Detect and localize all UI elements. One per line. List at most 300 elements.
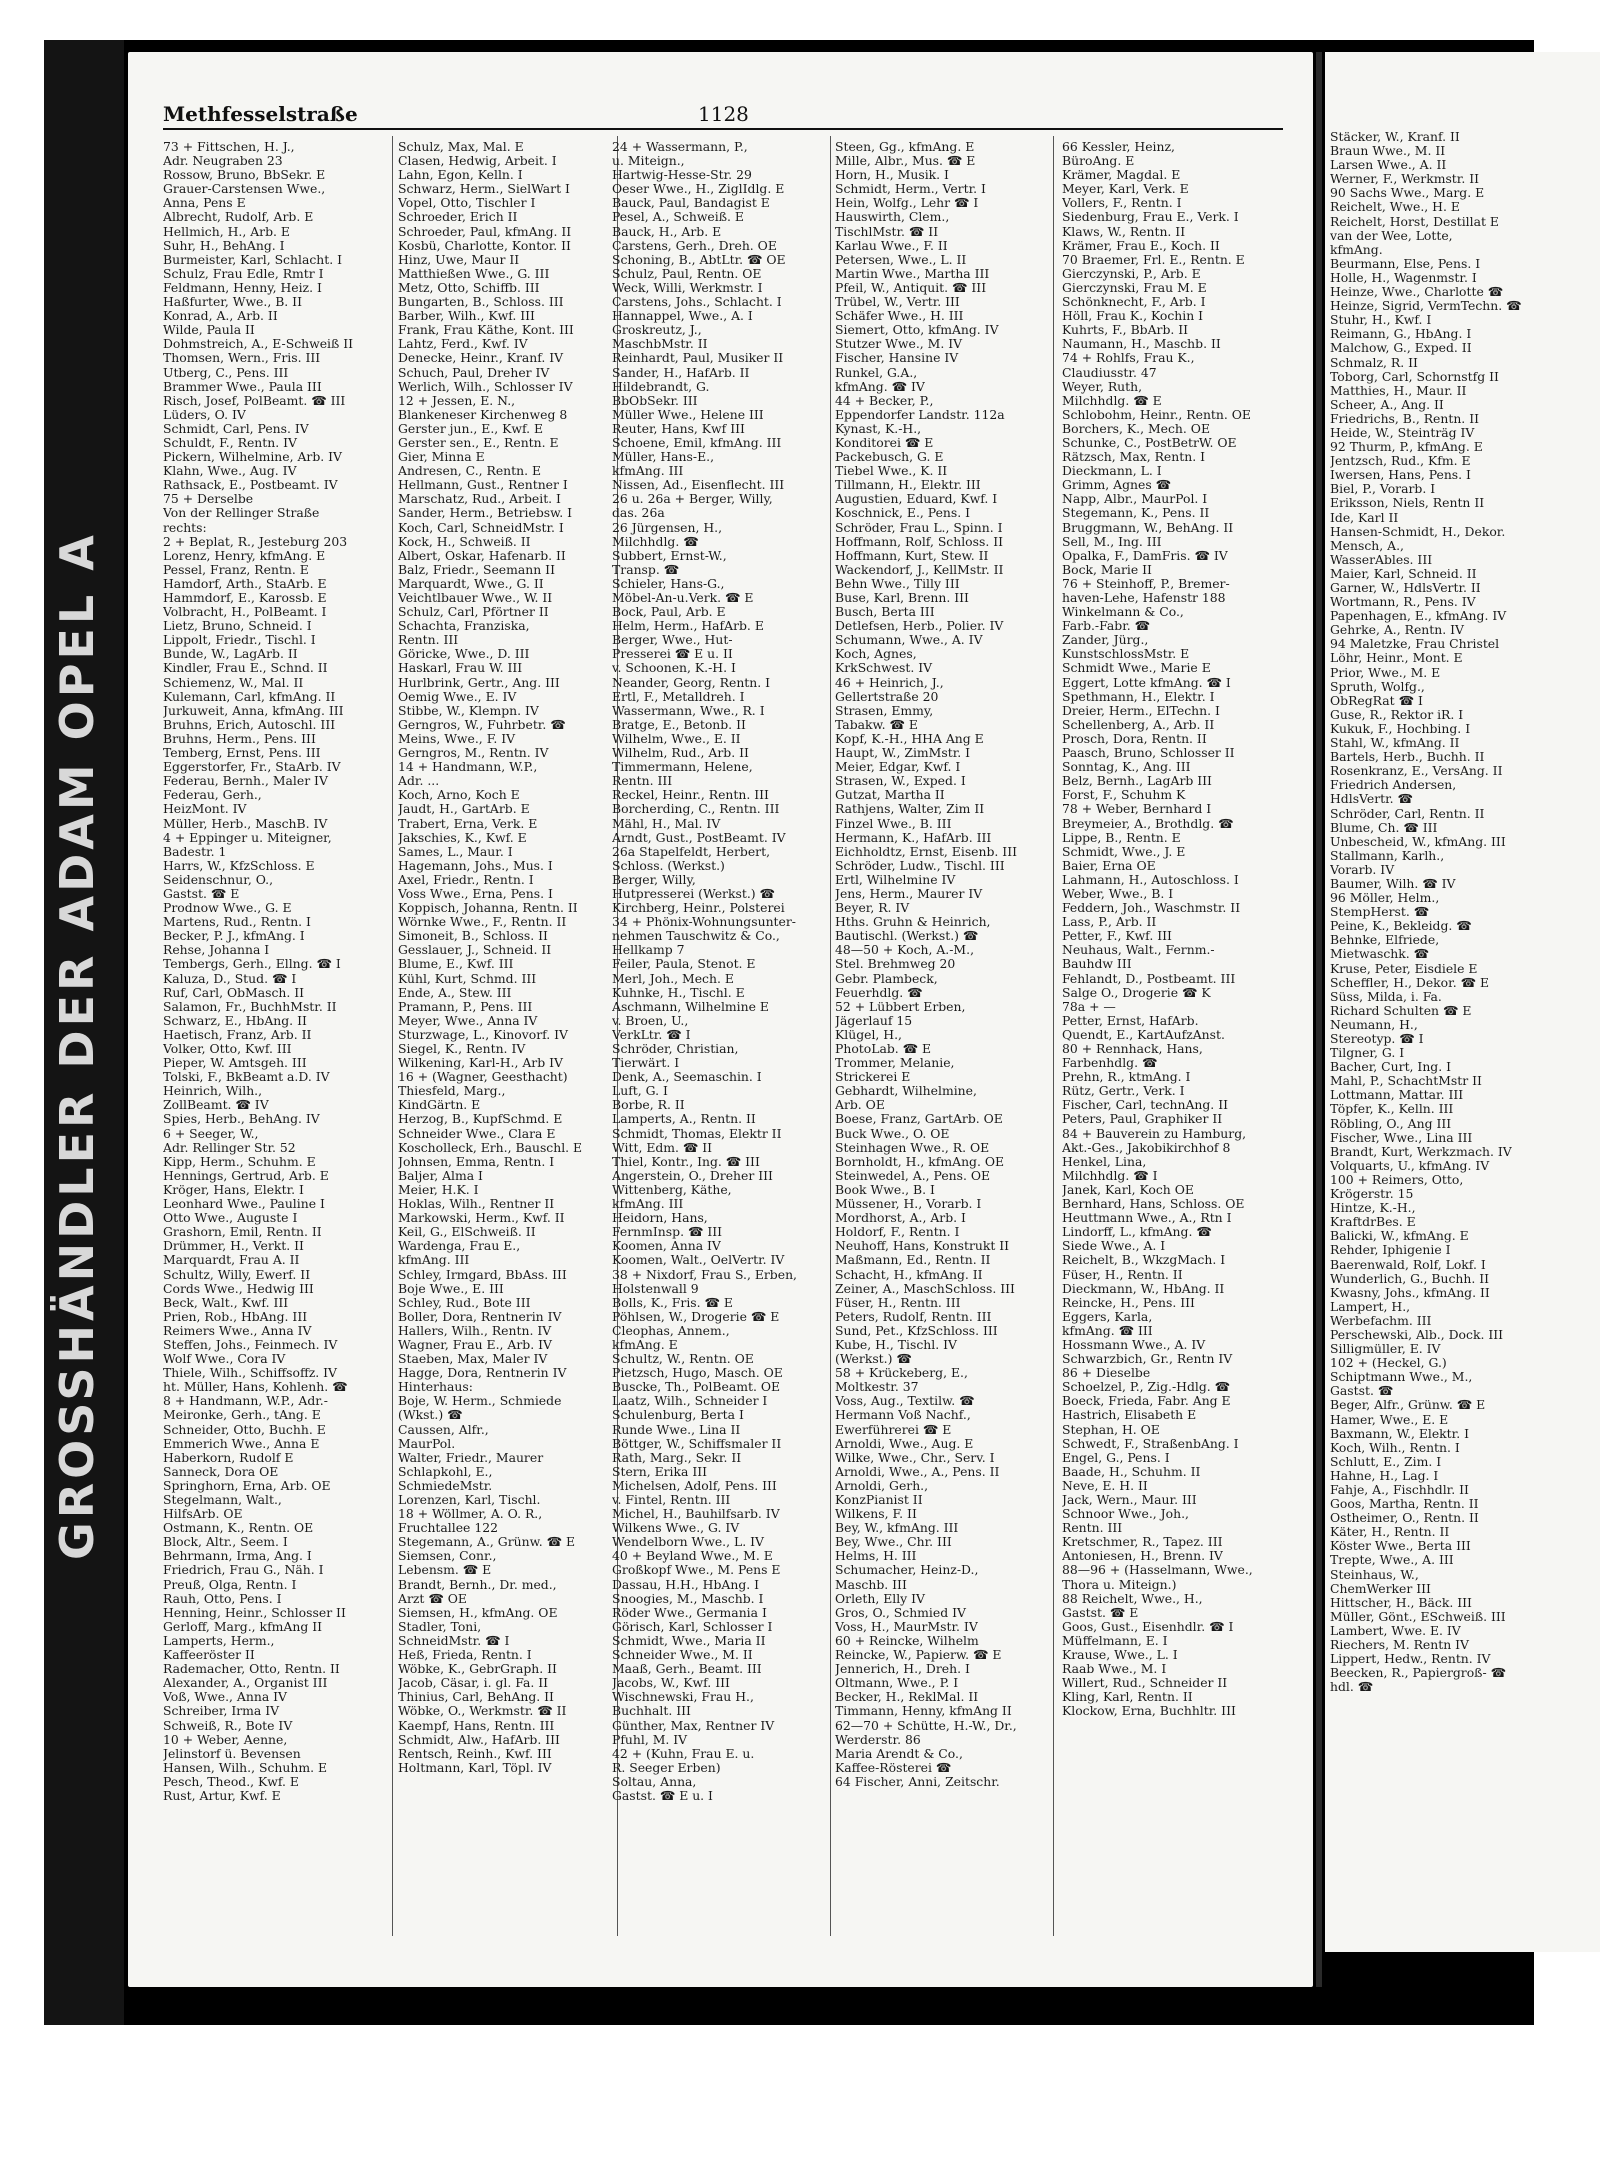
directory-entry: Milchhdlg. ☎ I — [1062, 1168, 1158, 1183]
directory-entry: Gastst. ☎ E — [163, 886, 240, 901]
directory-entry: Brandt, Kurt, Werkzmach. IV — [1330, 1143, 1512, 1159]
directory-entry: TischlMstr. ☎ II — [835, 224, 939, 239]
directory-entry: Rademacher, Otto, Rentn. II — [163, 1662, 340, 1677]
directory-entry: Meyer, Wwe., Anna IV — [398, 1013, 538, 1028]
directory-entry: Quendt, E., KartAufzAnst. — [1062, 1027, 1225, 1042]
directory-entry: Schumann, Wwe., A. IV — [835, 633, 983, 648]
directory-entry: Fischer, Hansine IV — [835, 351, 959, 366]
directory-entry: Lippe, B., Rentn. E — [1062, 830, 1181, 845]
directory-entry: Metz, Otto, Schiffb. III — [398, 280, 540, 295]
directory-entry: Stutzer Wwe., M. IV — [835, 337, 963, 352]
directory-entry: Hellmich, H., Arb. E — [163, 224, 290, 239]
directory-entry: Fahje, A., Fischhdlr. II — [1330, 1482, 1469, 1497]
directory-entry: Matthießen Wwe., G. III — [398, 266, 550, 281]
directory-entry: Marquardt, Wwe., G. II — [398, 576, 544, 591]
directory-entry: Wendelborn Wwe., L. IV — [612, 1535, 764, 1550]
directory-entry: kfmAng. III — [398, 1253, 470, 1268]
directory-entry: Neumann, H., — [1330, 1016, 1418, 1032]
directory-entry: Beger, Alfr., Grünw. ☎ E — [1330, 1397, 1486, 1413]
directory-entry: Siede Wwe., A. I — [1062, 1239, 1166, 1254]
directory-entry: Kipp, Herm., Schuhm. E — [163, 1154, 316, 1169]
directory-entry: Schulz, Carl, Pförtner II — [398, 605, 549, 620]
directory-entry: Hennings, Gertrud, Arb. E — [163, 1168, 329, 1183]
directory-entry: Packebusch, G. E — [835, 450, 944, 465]
directory-entry: Wardenga, Frau E., — [398, 1239, 521, 1254]
directory-entry: Behrmann, Irma, Ang. I — [163, 1549, 312, 1564]
directory-entry: Baxmann, W., Elektr. I — [1330, 1425, 1469, 1441]
directory-entry: Rentn. III — [1062, 1521, 1123, 1536]
directory-entry: Volker, Otto, Kwf. III — [163, 1042, 292, 1056]
directory-entry: Hinz, Uwe, Maur II — [398, 252, 520, 267]
directory-entry: haven-Lehe, Hafenstr 188 — [1062, 591, 1226, 605]
directory-entry: Runde Wwe., Lina II — [612, 1422, 741, 1437]
directory-entry: Guse, R., Rektor iR. I — [1330, 706, 1464, 722]
directory-entry: Gehrke, A., Rentn. IV — [1330, 622, 1464, 638]
directory-entry: SchneidMstr. ☎ I — [398, 1633, 510, 1648]
directory-entry: Mähl, H., Mal. IV — [612, 816, 721, 831]
directory-entry: Bartels, Herb., Buchh. II — [1330, 749, 1485, 765]
directory-entry: Gebhardt, Wilhelmine, — [835, 1084, 977, 1099]
directory-entry: Boje Wwe., E. III — [398, 1281, 504, 1296]
directory-entry: Fehlandt, D., Postbeamt. III — [1062, 971, 1236, 986]
directory-entry: Grimm, Agnes ☎ — [1062, 478, 1172, 493]
directory-entry: Arzt ☎ OE — [398, 1591, 467, 1606]
directory-entry: Thiel, Kontr., Ing. ☎ III — [612, 1154, 760, 1169]
directory-entry: ObRegRat ☎ I — [1330, 692, 1423, 708]
directory-entry: Wilke, Wwe., Chr., Serv. I — [835, 1450, 995, 1465]
directory-entry: (Werkst.) ☎ — [835, 1352, 912, 1367]
directory-entry: 88—96 + (Hasselmann, Wwe., — [1062, 1563, 1253, 1578]
directory-entry: Gellertstraße 20 — [835, 689, 939, 704]
directory-entry: Meins, Wwe., F. IV — [398, 731, 516, 746]
directory-entry: Müller, Herb., MaschB. IV — [163, 816, 328, 831]
directory-entry: Müller Wwe., Helene III — [612, 407, 764, 422]
directory-entry: Runkel, G.A., — [835, 365, 918, 380]
directory-entry: Lahn, Egon, Kelln. I — [398, 168, 523, 183]
directory-entry: Rehse, Johanna I — [163, 943, 270, 958]
directory-entry: Arnoldi, Wwe., Aug. E — [835, 1436, 974, 1451]
directory-entry: 75 + Derselbe — [163, 492, 254, 507]
directory-entry: Reincke, W., Papierw. ☎ E — [835, 1648, 1002, 1663]
directory-entry: 70 Braemer, Frl. E., Rentn. E — [1062, 252, 1245, 267]
directory-entry: Stadler, Toni, — [398, 1619, 482, 1634]
directory-entry: Neuhaus, Walt., Fernm.- — [1062, 943, 1215, 958]
directory-entry: Schachta, Franziska, — [398, 619, 530, 634]
directory-entry: Krämer, Magdal. E — [1062, 168, 1181, 183]
directory-entry: Heidorn, Hans, — [612, 1211, 708, 1226]
directory-entry: Hellmann, Gust., Rentner I — [398, 478, 568, 493]
directory-entry: Ruf, Carl, ObMasch. II — [163, 985, 305, 1000]
directory-entry: Füser, H., Rentn. II — [1062, 1267, 1183, 1282]
directory-entry: Henkel, Lina, — [1062, 1154, 1147, 1169]
directory-entry: 6 + Seeger, W., — [163, 1126, 259, 1141]
directory-entry: Thiele, Wilh., Schiffsoffz. IV — [163, 1366, 337, 1381]
directory-entry: Bauhdw III — [1062, 957, 1132, 972]
directory-entry: Hallers, Wilh., Rentn. IV — [398, 1323, 552, 1338]
directory-entry: Jacob, Cäsar, i. gl. Fa. II — [398, 1676, 549, 1691]
directory-entry: Meier, H.K. I — [398, 1182, 479, 1197]
directory-entry: Koch, Agnes, — [835, 647, 917, 662]
directory-entry: Gerster sen., E., Rentn. E — [398, 435, 559, 450]
directory-entry: Füser, H., Rentn. III — [835, 1295, 961, 1310]
directory-entry: Jakschies, K., Kwf. E — [398, 830, 527, 845]
directory-entry: Reichelt, Horst, Destillat E — [1330, 213, 1499, 229]
directory-entry: Gerngros, M., Rentn. IV — [398, 746, 549, 761]
directory-entry: Siemsen, H., kfmAng. OE — [398, 1605, 558, 1620]
directory-entry: Preuß, Olga, Rentn. I — [163, 1577, 297, 1592]
directory-entry: Jaudt, H., GartArb. E — [398, 802, 530, 817]
directory-entry: Adr. ... — [398, 774, 440, 789]
directory-entry: Peine, K., Bekleidg. ☎ — [1330, 918, 1472, 934]
directory-entry: Kuhrts, F., BbArb. II — [1062, 323, 1189, 338]
directory-entry: Lampert, H., — [1330, 1298, 1411, 1314]
directory-entry: Utberg, C., Pens. III — [163, 365, 289, 380]
directory-entry: Müssener, H., Vorarb. I — [835, 1197, 982, 1212]
directory-entry: Lamperts, Herm., — [163, 1633, 275, 1648]
directory-entry: kfmAng. III — [612, 1197, 684, 1212]
directory-entry: Koch, Arno, Koch E — [398, 788, 520, 803]
directory-column-4 — [835, 140, 1049, 1940]
directory-entry: Stern, Erika III — [612, 1464, 708, 1479]
directory-entry: Karlau Wwe., F. II — [835, 238, 948, 253]
directory-entry: Schwarzbich, Gr., Rentn IV — [1062, 1352, 1233, 1367]
directory-entry: Tilgner, G. I — [1330, 1045, 1405, 1061]
directory-entry: FernmInsp. ☎ III — [612, 1225, 723, 1240]
directory-entry: 42 + (Kuhn, Frau E. u. — [612, 1746, 755, 1761]
directory-entry: Koomen, Anna IV — [612, 1239, 721, 1254]
directory-entry: Gastst. ☎ E u. I — [612, 1788, 713, 1803]
directory-entry: Schieler, Hans-G., — [612, 576, 725, 591]
directory-entry: Eggers, Karla, — [1062, 1309, 1153, 1324]
directory-entry: Vorarb. IV — [1330, 861, 1395, 877]
directory-entry: Spruth, Wolfg., — [1330, 678, 1425, 694]
directory-entry: Bernhard, Hans, Schloss. OE — [1062, 1197, 1245, 1212]
directory-entry: Rust, Artur, Kwf. E — [163, 1788, 281, 1803]
directory-entry: Paasch, Bruno, Schlosser II — [1062, 746, 1235, 761]
directory-entry: Albrecht, Rudolf, Arb. E — [163, 210, 314, 225]
directory-entry: Beecken, R., Papiergroß- ☎ — [1330, 1665, 1507, 1681]
directory-entry: Jens, Herm., Maurer IV — [835, 886, 983, 901]
directory-entry: Wischnewski, Frau H., — [612, 1690, 754, 1705]
directory-entry: Reinhardt, Paul, Musiker II — [612, 351, 784, 366]
directory-entry: Steen, Gg., kfmAng. E — [835, 140, 975, 154]
directory-entry: Hannappel, Wwe., A. I — [612, 309, 753, 324]
directory-entry: Stahl, W., kfmAng. II — [1330, 735, 1460, 751]
directory-entry: Lietz, Bruno, Schneid. I — [163, 619, 312, 634]
directory-entry: Bauck, H., Arb. E — [612, 224, 722, 239]
directory-entry: 92 Thurm, P., kfmAng. E — [1330, 439, 1483, 455]
directory-entry: Hossmann Wwe., A. IV — [1062, 1337, 1206, 1352]
directory-entry: Kruse, Peter, Eisdiele E — [1330, 960, 1478, 976]
directory-entry: Feiler, Paula, Stenot. E — [612, 957, 756, 972]
directory-entry: Rathsack, E., Postbeamt. IV — [163, 478, 338, 493]
directory-entry: Koch, Carl, SchneidMstr. I — [398, 520, 564, 535]
directory-entry: 4 + Eppinger u. Miteigner, — [163, 830, 332, 845]
directory-entry: Brandt, Bernh., Dr. med., — [398, 1577, 557, 1592]
directory-entry: Höll, Frau K., Kochin I — [1062, 309, 1204, 324]
directory-entry: Stegemann, A., Grünw. ☎ E — [398, 1535, 576, 1550]
directory-entry: Hoffmann, Rolf, Schloss. II — [835, 534, 1004, 549]
directory-entry: Lippolt, Friedr., Tischl. I — [163, 633, 316, 648]
directory-entry: Dieckmann, W., HbAng. II — [1062, 1281, 1225, 1296]
directory-entry: Holle, H., Wagenmstr. I — [1330, 269, 1477, 285]
directory-entry: 8 + Handmann, W.P., Adr.- — [163, 1394, 328, 1409]
directory-entry: Hildebrandt, G. — [612, 379, 710, 394]
directory-entry: Stel. Brehmweg 20 — [835, 957, 956, 972]
directory-entry: Gastst. ☎ — [1330, 1383, 1394, 1399]
directory-entry: Dohmstreich, A., E-Schweiß II — [163, 337, 354, 352]
directory-entry: Baade, H., Schuhm. II — [1062, 1464, 1201, 1479]
directory-entry: Hastrich, Elisabeth E — [1062, 1408, 1197, 1423]
directory-entry: Opalka, F., DamFris. ☎ IV — [1062, 548, 1228, 563]
directory-entry: Kynast, K.-H., — [835, 421, 922, 436]
directory-entry: Löhr, Heinr., Mont. E — [1330, 650, 1463, 666]
directory-entry: Kock, H., Schweiß. II — [398, 534, 531, 549]
directory-entry: Reincke, H., Pens. III — [1062, 1295, 1195, 1310]
directory-entry: Kröger, Hans, Elektr. I — [163, 1182, 304, 1197]
directory-entry: Laatz, Wilh., Schneider I — [612, 1394, 768, 1409]
directory-entry: 76 + Steinhoff, P., Bremer- — [1062, 576, 1230, 591]
directory-entry: Staeben, Max, Maler IV — [398, 1352, 548, 1367]
directory-entry: Witt, Edm. ☎ II — [612, 1140, 713, 1155]
directory-entry: Pietzsch, Hugo, Masch. OE — [612, 1366, 783, 1381]
directory-entry: Presserei ☎ E u. II — [612, 647, 733, 662]
directory-entry: Hellkamp 7 — [612, 943, 685, 958]
directory-entry: Stegemann, K., Pens. II — [1062, 506, 1210, 521]
directory-entry: Clasen, Hedwig, Arbeit. I — [398, 154, 557, 169]
directory-entry: 90 Sachs Wwe., Marg. E — [1330, 185, 1485, 201]
directory-entry: Pramann, P., Pens. III — [398, 999, 533, 1014]
directory-entry: Martens, Rud., Rentn. I — [163, 915, 311, 930]
directory-entry: u. Miteign., — [612, 154, 685, 169]
directory-entry: Prien, Rob., HbAng. III — [163, 1309, 308, 1324]
directory-entry: Peters, Paul, Graphiker II — [1062, 1112, 1223, 1127]
column-divider — [830, 136, 831, 1936]
directory-entry: Milchhdlg. ☎ — [612, 534, 699, 549]
directory-entry: 26a Stapelfeldt, Herbert, — [612, 844, 771, 859]
directory-entry: Angerstein, O., Dreher III — [612, 1168, 773, 1183]
directory-entry: Kuhnke, H., Tischl. E — [612, 985, 745, 1000]
directory-entry: Weber, Wwe., B. I — [1062, 886, 1174, 901]
directory-entry: Schroeder, Erich II — [398, 210, 518, 225]
directory-entry: Horn, H., Musik. I — [835, 168, 949, 183]
directory-entry: Pöhlsen, W., Drogerie ☎ E — [612, 1309, 780, 1324]
directory-entry: Müller, Gönt., ESchweiß. III — [1330, 1608, 1506, 1624]
directory-entry: Heinrich, Wilh., — [163, 1084, 263, 1099]
directory-entry: Hauswirth, Clem., — [835, 210, 950, 225]
directory-entry: Lorenz, Henry, kfmAng. E — [163, 548, 326, 563]
directory-entry: Bornholdt, H., kfmAng. OE — [835, 1154, 1005, 1169]
directory-entry: 2 + Beplat, R., Jesteburg 203 — [163, 534, 348, 549]
directory-entry: Arndt, Gust., PostBeamt. IV — [612, 830, 786, 845]
directory-entry: Reuter, Hans, Kwf III — [612, 421, 745, 436]
directory-entry: Sanneck, Dora OE — [163, 1464, 279, 1479]
directory-entry: Albert, Oskar, Hafenarb. II — [398, 548, 566, 563]
directory-entry: Schulz, Max, Mal. E — [398, 140, 524, 154]
directory-entry: Hutpresserei (Werkst.) ☎ — [612, 886, 775, 901]
directory-entry: nehmen Tauschwitz & Co., — [612, 929, 780, 944]
directory-entry: Petter, Ernst, HafArb. — [1062, 1013, 1199, 1028]
directory-entry: Maria Arendt & Co., — [835, 1746, 963, 1761]
directory-entry: Mille, Albr., Mus. ☎ E — [835, 154, 976, 169]
directory-entry: Sund, Pet., KfzSchloss. III — [835, 1323, 998, 1338]
directory-entry: Belz, Bernh., LagArb III — [1062, 774, 1212, 789]
directory-entry: Emmerich Wwe., Anna E — [163, 1436, 320, 1451]
directory-entry: Book Wwe., B. I — [835, 1182, 935, 1197]
directory-entry: Kling, Karl, Rentn. II — [1062, 1690, 1193, 1705]
directory-entry: Block, Altr., Seem. I — [163, 1535, 288, 1550]
directory-entry: Antoniesen, H., Brenn. IV — [1062, 1549, 1223, 1564]
directory-entry: Unbescheid, W., kfmAng. III — [1330, 833, 1506, 849]
directory-entry: 52 + Lübbert Erben, — [835, 999, 966, 1014]
directory-entry: Reichelt, Wwe., H. E — [1330, 199, 1460, 215]
directory-entry: Denecke, Heinr., Kranf. IV — [398, 351, 564, 366]
directory-column-5 — [1062, 140, 1302, 1940]
directory-entry: Milchhdlg. ☎ E — [1062, 393, 1162, 408]
directory-entry: Borbe, R. II — [612, 1098, 685, 1113]
directory-entry: Bautischl. (Werkst.) ☎ — [835, 929, 979, 944]
directory-entry: Riechers, M. Rentn IV — [1330, 1637, 1469, 1653]
directory-entry: Kaempf, Hans, Rentn. III — [398, 1718, 555, 1733]
directory-entry: Tabakw. ☎ E — [835, 717, 918, 732]
directory-entry: Vopel, Otto, Tischler I — [398, 196, 536, 211]
directory-entry: Schneider Wwe., Clara E — [398, 1126, 556, 1141]
directory-entry: Gros, O., Schmied IV — [835, 1605, 966, 1620]
directory-entry: Ertl, Wilhelmine IV — [835, 872, 956, 887]
directory-entry: Sell, M., Ing. III — [1062, 534, 1162, 549]
directory-entry: Raab Wwe., M. I — [1062, 1662, 1167, 1677]
directory-entry: KindGärtn. E — [398, 1098, 481, 1113]
directory-entry: Oeser Wwe., H., ZiglIdlg. E — [612, 182, 785, 197]
directory-entry: Meironke, Gerh., tAng. E — [163, 1408, 321, 1423]
directory-entry: Koomen, Walt., OelVertr. IV — [612, 1253, 785, 1268]
directory-entry: Suhr, H., BehAng. I — [163, 238, 285, 253]
directory-entry: ZollBeamt. ☎ IV — [163, 1098, 269, 1113]
directory-entry: Rathjens, Walter, Zim II — [835, 802, 985, 817]
directory-entry: Becker, H., ReklMal. II — [835, 1690, 979, 1705]
directory-entry: Siemert, Otto, kfmAng. IV — [835, 323, 999, 338]
directory-entry: Neve, E. H. II — [1062, 1478, 1148, 1493]
directory-entry: Balicki, W., kfmAng. E — [1330, 1228, 1469, 1244]
directory-entry: Boje, W. Herm., Schmiede — [398, 1394, 562, 1409]
directory-entry: Becker, P. J., kfmAng. I — [163, 929, 305, 944]
directory-entry: Veichtlbauer Wwe., W. II — [398, 591, 553, 605]
directory-entry: Salge O., Drogerie ☎ K — [1062, 985, 1211, 1000]
directory-entry: KrkSchwest. IV — [835, 661, 933, 676]
directory-entry: Koch, Wilh., Rentn. I — [1330, 1439, 1460, 1455]
directory-entry: 88 Reichelt, Wwe., H., — [1062, 1591, 1203, 1606]
directory-entry: Voss, Aug., Textilw. ☎ — [835, 1394, 975, 1409]
directory-entry: BüroAng. E — [1062, 154, 1135, 169]
directory-entry: Sames, L., Maur. I — [398, 844, 513, 859]
directory-entry: Larsen Wwe., A. II — [1330, 157, 1447, 173]
directory-entry: 73 + Fittschen, H. J., — [163, 140, 295, 154]
directory-entry: Beck, Walt., Kwf. III — [163, 1295, 289, 1310]
directory-entry: Hermann Voß Nachf., — [835, 1408, 971, 1423]
directory-entry: Tierwärt. I — [612, 1056, 680, 1071]
directory-entry: 58 + Krückeberg, E., — [835, 1366, 968, 1381]
directory-entry: Hths. Gruhn & Heinrich, — [835, 915, 991, 930]
directory-entry: Pfeil, W., Antiquit. ☎ III — [835, 280, 987, 295]
directory-entry: Cleophas, Annem., — [612, 1323, 730, 1338]
directory-entry: Mensch, A., — [1330, 537, 1404, 553]
directory-entry: 78a + — — [1062, 999, 1116, 1014]
directory-entry: Lahmann, H., Autoschloss. I — [1062, 872, 1239, 887]
directory-entry: Temberg, Ernst, Pens. III — [163, 746, 321, 761]
directory-entry: Nissen, Ad., Eisenflecht. III — [612, 478, 785, 493]
directory-entry: Süss, Milda, i. Fa. — [1330, 988, 1442, 1004]
directory-entry: Pesel, A., Schweiß. E — [612, 210, 744, 225]
directory-entry: Jägerlauf 15 — [835, 1013, 913, 1028]
directory-entry: Voß, Wwe., Anna IV — [163, 1690, 287, 1705]
directory-entry: Trepte, Wwe., A. III — [1330, 1552, 1454, 1568]
directory-entry: Kosbü, Charlotte, Kontor. II — [398, 238, 571, 253]
directory-entry: Töpfer, K., Kelln. III — [1330, 1101, 1454, 1117]
directory-entry: Marquardt, Frau A. II — [163, 1253, 300, 1268]
directory-entry: Fruchtallee 122 — [398, 1521, 498, 1536]
directory-entry: Röder Wwe., Germania I — [612, 1605, 767, 1620]
directory-entry: WasserAbles. III — [1330, 551, 1433, 567]
directory-entry: Lahtz, Ferd., Kwf. IV — [398, 337, 528, 352]
directory-entry: Pieper, W. Amtsgeh. III — [163, 1056, 307, 1071]
directory-entry: Rentsch, Reinh., Kwf. III — [398, 1746, 552, 1761]
directory-entry: Schroeder, Paul, kfmAng. II — [398, 224, 572, 239]
directory-entry: Otto Wwe., Auguste I — [163, 1211, 298, 1226]
directory-entry: Zander, Jürg., — [1062, 633, 1149, 648]
directory-entry: Rentn. III — [612, 774, 673, 789]
directory-entry: Hurlbrink, Gertr., Ang. III — [398, 675, 560, 690]
directory-entry: Seidenschnur, O., — [163, 872, 274, 887]
directory-entry: Steinwedel, A., Pens. OE — [835, 1168, 991, 1183]
directory-entry: Blume, Ch. ☎ III — [1330, 819, 1438, 835]
directory-entry: Andresen, C., Rentn. E — [398, 464, 542, 479]
directory-entry: Goos, Martha, Rentn. II — [1330, 1496, 1479, 1512]
directory-entry: MaschbMstr. II — [612, 337, 708, 352]
directory-entry: Volquarts, U., kfmAng. IV — [1330, 1157, 1490, 1173]
directory-entry: Strasen, W., Exped. I — [835, 774, 966, 789]
directory-entry: Richard Schulten ☎ E — [1330, 1002, 1472, 1018]
directory-entry: Heß, Frieda, Rentn. I — [398, 1648, 532, 1663]
directory-entry: Schoelzel, P., Zig.-Hdlg. ☎ — [1062, 1380, 1231, 1395]
directory-entry: Gierczynski, Frau M. E — [1062, 280, 1207, 295]
directory-entry: Schuldt, F., Rentn. IV — [163, 435, 297, 450]
directory-entry: kfmAng. III — [612, 464, 684, 479]
directory-entry: Anna, Pens E — [163, 196, 246, 211]
directory-entry: Malchow, G., Exped. II — [1330, 340, 1472, 356]
directory-entry: Lippert, Hedw., Rentn. IV — [1330, 1651, 1491, 1667]
directory-entry: Groskreutz, J., — [612, 323, 702, 338]
page-number: 1128 — [698, 102, 749, 126]
directory-entry: Hagemann, Johs., Mus. I — [398, 858, 553, 873]
directory-entry: Perschewski, Alb., Dock. III — [1330, 1326, 1504, 1342]
directory-entry: 40 + Beyland Wwe., M. E — [612, 1549, 773, 1564]
directory-entry: Ewerführerei ☎ E — [835, 1422, 952, 1437]
directory-entry: Petersen, Wwe., L. II — [835, 252, 967, 267]
directory-entry: Bruhns, Herm., Pens. III — [163, 731, 316, 746]
directory-entry: Von der Rellinger Straße — [163, 506, 320, 521]
directory-entry: 94 Maletzke, Frau Christel — [1330, 636, 1500, 652]
directory-entry: Schultz, Willy, Ewerf. II — [163, 1267, 311, 1282]
directory-entry: 100 + Reimers, Otto, — [1330, 1171, 1464, 1187]
directory-entry: Schönknecht, F., Arb. I — [1062, 295, 1206, 310]
directory-entry: Schley, Rud., Bote III — [398, 1295, 531, 1310]
directory-entry: Bock, Paul, Arb. E — [612, 605, 726, 620]
directory-entry: hdl. ☎ — [1330, 1679, 1374, 1695]
directory-entry: Möbel-An-u.Verk. ☎ E — [612, 591, 754, 605]
directory-entry: Schneider Wwe., M. II — [612, 1648, 753, 1663]
directory-entry: Schumacher, Heinz-D., — [835, 1563, 979, 1578]
directory-entry: Schwarz, Herm., SielWart I — [398, 182, 570, 197]
